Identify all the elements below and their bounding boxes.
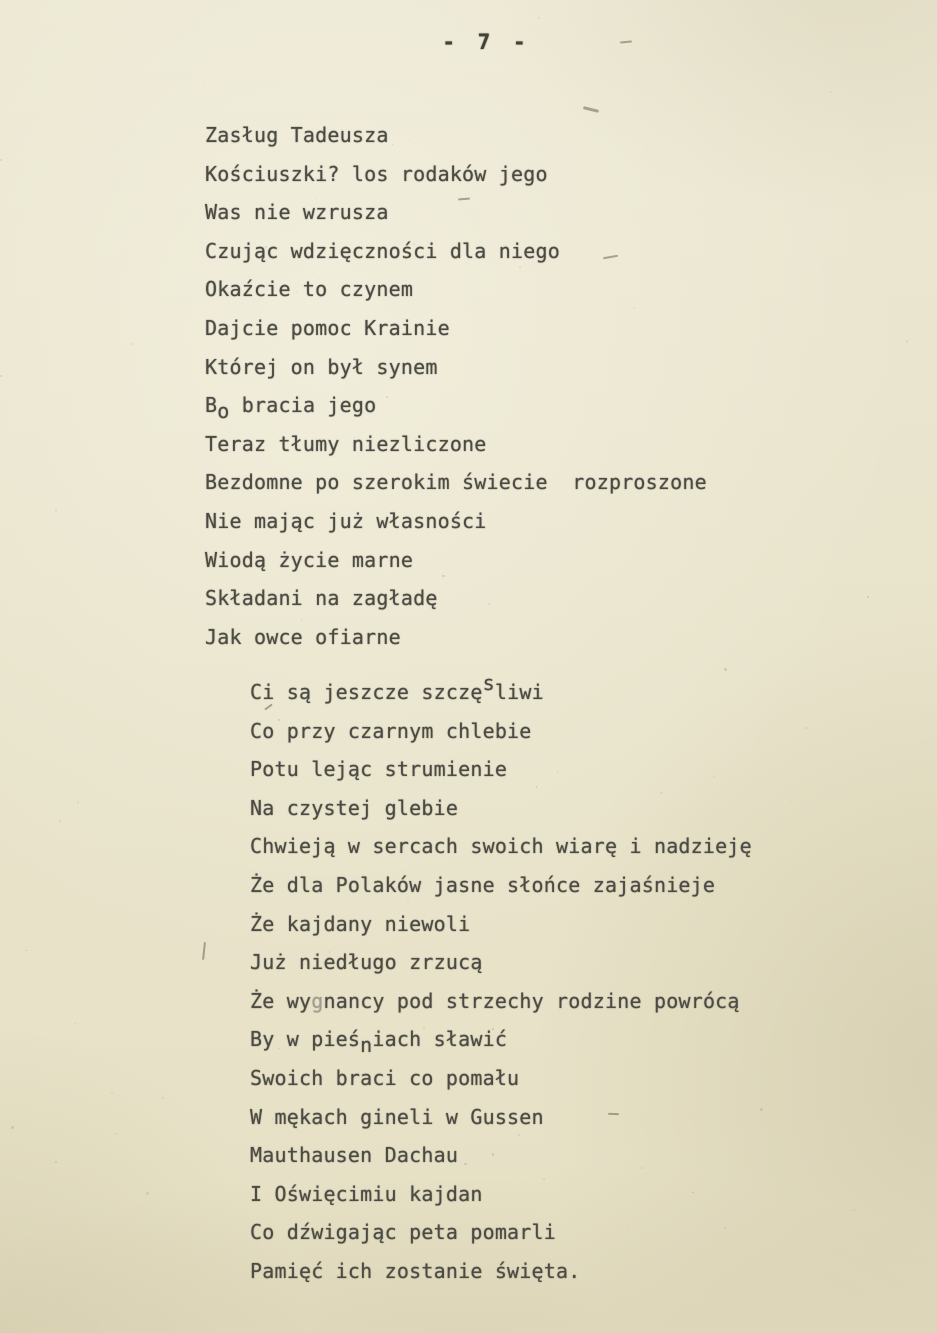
line-text: Co dźwigając peta pomarli	[250, 1220, 557, 1245]
speckle	[830, 91, 831, 92]
poem-line	[205, 386, 707, 425]
poem-line	[205, 618, 707, 657]
speckle	[130, 343, 133, 346]
line-text: Ci są jeszcze szczę	[250, 680, 483, 704]
poem-line	[250, 1252, 752, 1291]
poem-line	[205, 155, 707, 194]
sub-letter: n	[360, 1033, 373, 1058]
line-text: Okaźcie to czynem	[205, 277, 414, 302]
speckle	[867, 596, 869, 598]
stanza-second	[250, 673, 752, 1291]
line-text: Jak owce ofiarne	[205, 624, 401, 649]
poem-line	[205, 348, 707, 387]
line-text: Mauthausen Dachau	[250, 1143, 459, 1168]
line-text: Że kajdany niewoli	[250, 911, 471, 936]
line-text: Składani na zagładę	[205, 586, 438, 611]
poem-line	[205, 579, 707, 618]
line-text: nancy pod strzechy rodzine powrócą	[323, 988, 740, 1013]
line-text: liwi	[494, 680, 544, 704]
line-text: Dajcie pomoc Krainie	[205, 315, 450, 340]
line-text: Potu lejąc strumienie	[250, 757, 508, 782]
poem-line	[250, 1175, 752, 1214]
line-text: B	[205, 393, 218, 418]
line-text: I Oświęcimiu kajdan	[250, 1181, 483, 1206]
poem-line	[250, 789, 752, 828]
speckle	[918, 415, 919, 416]
poem-line	[250, 1098, 752, 1137]
speckle	[111, 1092, 113, 1094]
poem-line	[205, 502, 707, 541]
line-text: Że wy	[250, 988, 312, 1013]
pencil-mark	[202, 942, 206, 960]
line-text: iach sławić	[372, 1027, 508, 1052]
poem-line	[205, 270, 707, 309]
poem-line	[250, 1213, 752, 1252]
sup-letter: s	[482, 671, 495, 695]
poem-line	[250, 866, 752, 905]
speckle	[853, 1209, 855, 1211]
line-text: Że dla Polaków jasne słońce zajaśnieje	[250, 872, 716, 897]
pencil-mark	[583, 106, 599, 113]
line-text: Której on był synem	[205, 354, 438, 379]
speckle	[146, 1192, 148, 1194]
speckle	[724, 668, 727, 671]
poem-line	[250, 1136, 752, 1175]
line-text: Czując wdzięczności dla niego	[205, 238, 560, 263]
speckle	[11, 1126, 14, 1129]
speckle	[55, 509, 58, 512]
pencil-mark	[608, 1113, 619, 1115]
speckle	[906, 340, 908, 342]
speckle	[204, 85, 205, 86]
poem-line	[250, 982, 752, 1021]
poem-line	[205, 193, 707, 232]
poem-line	[250, 943, 752, 982]
line-text: Zasług Tadeusza	[205, 123, 389, 147]
line-text: Już niedługo zrzucą	[250, 950, 483, 975]
line-text: Pamięć ich zostanie święta.	[250, 1258, 581, 1283]
poem-line	[205, 541, 707, 580]
sub-letter: o	[217, 399, 230, 424]
line-text: Teraz tłumy niezliczone	[205, 431, 487, 456]
poem-line	[250, 905, 752, 944]
faint-letter: g	[311, 988, 324, 1013]
speckle	[538, 17, 540, 19]
line-text: Nie mając już własności	[205, 508, 487, 533]
speckle	[59, 820, 61, 822]
poem-line	[205, 116, 707, 155]
speckle	[162, 1097, 164, 1099]
poem-line	[250, 1059, 752, 1098]
speckle	[791, 801, 792, 802]
line-text: Bezdomne po szerokim świecie rozproszone	[205, 470, 707, 495]
poem-line	[250, 1020, 752, 1059]
speckle	[74, 1023, 76, 1025]
line-text: Was nie wzrusza	[205, 200, 389, 225]
speckle	[805, 727, 807, 729]
poem-line	[205, 463, 707, 502]
poem-line	[250, 712, 752, 751]
poem-line	[250, 827, 752, 866]
line-text: Wiodą życie marne	[205, 547, 414, 572]
line-text: Chwieją w sercach swoich wiarę i nadzieję	[250, 834, 752, 859]
line-text: Swoich braci co pomału	[250, 1065, 520, 1090]
speckle	[928, 278, 929, 279]
page-number: - 7 -	[442, 30, 531, 54]
line-text: By w pieś	[250, 1027, 361, 1052]
speckle	[77, 801, 79, 803]
line-text: Kościuszki? los rodaków jego	[205, 161, 548, 186]
speckle	[0, 375, 2, 377]
poem-line	[205, 309, 707, 348]
line-text: bracia jego	[229, 393, 377, 418]
speckle	[760, 1108, 762, 1110]
line-text: Na czystej glebie	[250, 795, 459, 820]
speckle	[55, 1161, 57, 1163]
stanza-first	[205, 116, 707, 656]
line-text: Co przy czarnym chlebie	[250, 718, 532, 743]
poem-line	[250, 673, 752, 712]
speckle	[115, 1133, 117, 1135]
speckle	[25, 950, 26, 951]
line-text: W mękach gineli w Gussen	[250, 1104, 544, 1129]
poem-line	[205, 232, 707, 271]
poem-line	[250, 750, 752, 789]
speckle	[0, 159, 1, 160]
poem-line	[205, 425, 707, 464]
